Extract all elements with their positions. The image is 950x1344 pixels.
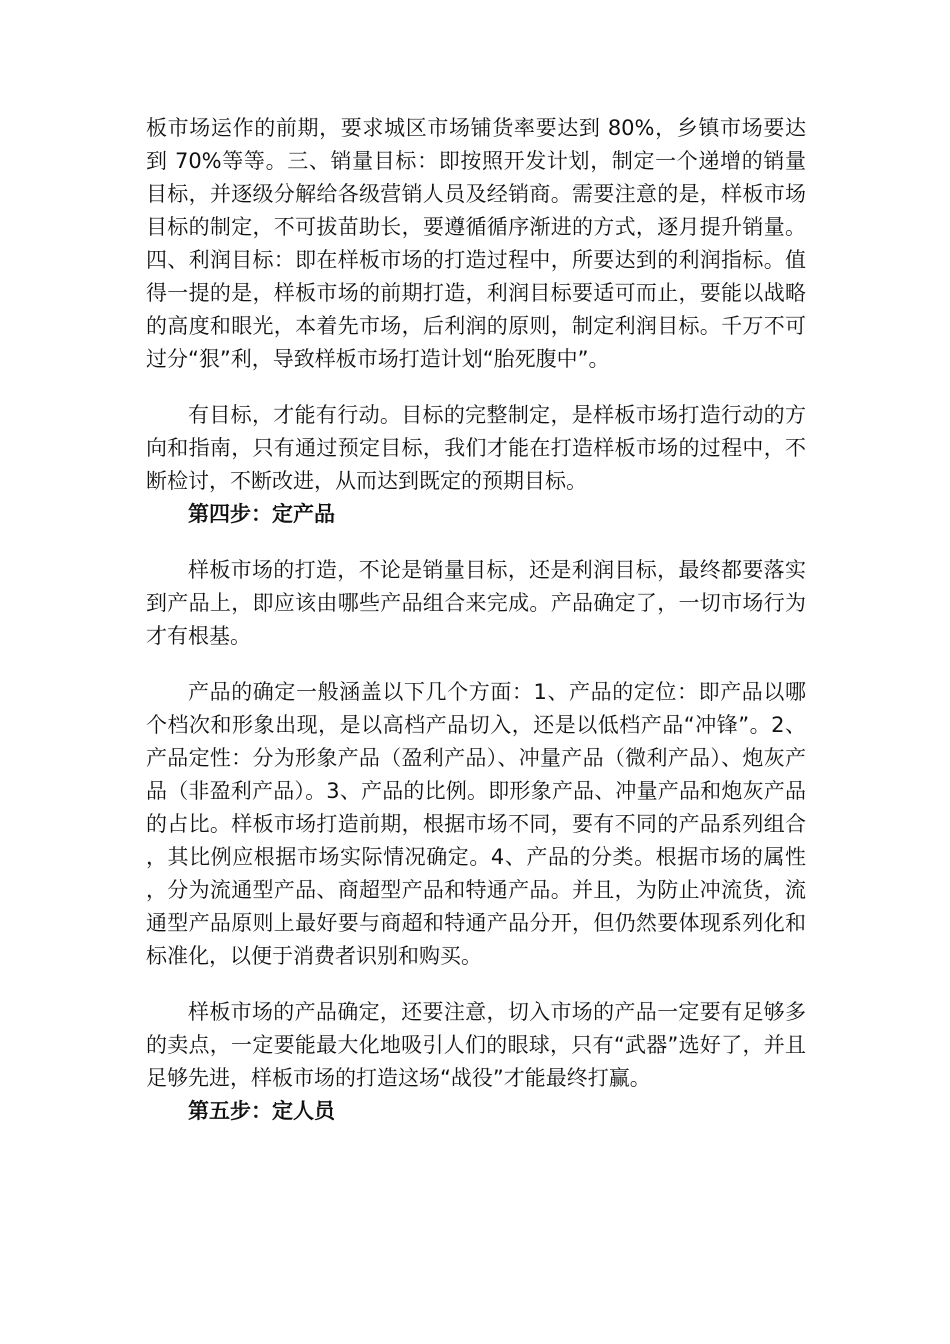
paragraph-product-aspects: 产品的确定一般涵盖以下几个方面：1、产品的定位：即产品以哪个档次和形象出现，是以高档产品切入，还是以低档产品“冲锋”。2、产品定性：分为形象产品（盈利产品）、冲量产品（微利产品）、炮灰产品（非盈利产品）。3、产品的比例。即形象产品、冲量产品和炮灰产品的占比。样板市场打造前期，根据市场不同，要有不同的产品系列组合，其比例应根据市场实际情况确定。4、产品的分类。根据市场的属性，分为流通型产品、商超型产品和特通产品。并且，为防止冲流货，流通型产品原则上最好要与商超和特通产品分开，但仍然要体现系列化和标准化，以便于消费者识别和购买。 bbox=[146, 680, 806, 968]
section-heading-step-four: 第四步：定产品 bbox=[188, 502, 335, 526]
paragraph-product-selling-points: 样板市场的产品确定，还要注意，切入市场的产品一定要有足够多的卖点，一定要能最大化地吸引人们的眼球，只有“武器”选好了，并且足够先进，样板市场的打造这场“战役”才能最终打赢。 bbox=[146, 1000, 806, 1090]
paragraph-goal-summary: 有目标，才能有行动。目标的完整制定，是样板市场打造行动的方向和指南，只有通过预定目标，我们才能在打造样板市场的过程中，不断检讨，不断改进，从而达到既定的预期目标。 bbox=[146, 403, 806, 493]
paragraph-product-intro: 样板市场的打造，不论是销量目标，还是利润目标，最终都要落实到产品上，即应该由哪些产品组合来完成。产品确定了，一切市场行为才有根基。 bbox=[146, 558, 806, 648]
paragraph-targets-continued: 板市场运作的前期，要求城区市场铺货率要达到 80%，乡镇市场要达到 70%等等。三、销量目标：即按照开发计划，制定一个递增的销量目标，并逐级分解给各级营销人员及经销商。需要注意的是，样板市场目标的制定，不可拔苗助长，要遵循循序渐进的方式，逐月提升销量。四、利润目标：即在样板市场的打造过程中，所要达到的利润指标。值得一提的是，样板市场的前期打造，利润目标要适可而止，要能以战略的高度和眼光，本着先市场，后利润的原则，制定利润目标。千万不可过分“狠”利，导致样板市场打造计划“胎死腹中”。 bbox=[146, 116, 806, 371]
document-page bbox=[146, 112, 806, 1128]
section-heading-step-five: 第五步：定人员 bbox=[188, 1099, 335, 1123]
